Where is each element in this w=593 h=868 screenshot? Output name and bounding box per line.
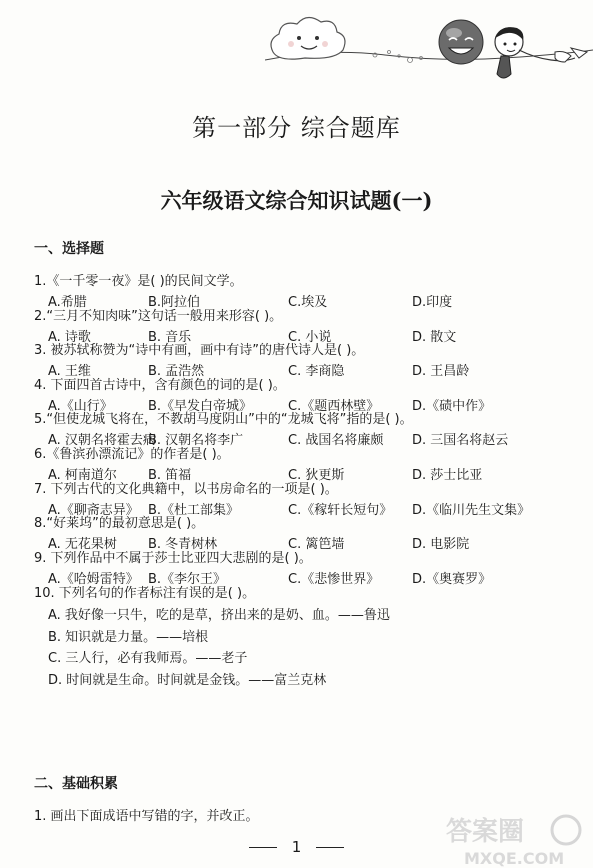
answer-option: B.阿拉伯 [148,295,201,310]
answer-option: A. 柯南道尔 [48,468,117,483]
answer-option: D. 时间就是生命。时间就是金钱。——富兰克林 [48,672,327,688]
answer-option: D.《临川先生文集》 [412,502,531,518]
answer-option: C.埃及 [288,295,328,310]
watermark-logo [440,810,590,868]
test-title: 六年级语文综合知识试题(一) [160,188,433,213]
question-text: 1.《一千零一夜》是( )的民间文学。 [34,274,243,289]
answer-option: D. 莎士比亚 [412,468,483,483]
answer-option: D. 散文 [412,329,457,345]
answer-option: C.《悲惨世界》 [288,571,380,587]
answer-option: C.《稼轩长短句》 [288,502,393,518]
answer-option: B.《李尔王》 [148,571,227,587]
answer-option: A.《哈姆雷特》 [48,571,139,587]
answer-option: B.《早发白帝城》 [148,398,253,414]
question-text: 3. 被苏轼称赞为“诗中有画，画中有诗”的唐代诗人是( )。 [34,343,365,359]
question-text: 6.《鲁滨孙漂流记》的作者是( )。 [34,447,230,462]
question-text: 4. 下面四首古诗中，含有颜色的词的是( )。 [34,377,286,393]
question-text: 10. 下列名句的作者标注有误的是( )。 [34,586,256,602]
cloud-face-icon [271,17,345,59]
part-title: 第一部分 综合题库 [192,114,401,142]
answer-option: A. 汉朝名将霍去病 [48,433,156,449]
answer-option: D.《碛中作》 [412,398,492,414]
question-text: 1. 画出下面成语中写错的字，并改正。 [34,809,259,824]
answer-option: C. 篱笆墙 [288,537,345,553]
answer-option: C. 小说 [288,329,332,345]
watermark-logo-text: 答案圈 [446,817,525,847]
question-text: 8.“好莱坞”的最初意思是( )。 [34,516,205,532]
answer-option: B. 孟浩然 [148,364,205,380]
answer-option: A. 诗歌 [48,329,91,345]
answer-option: B. 知识就是力量。——培根 [48,629,209,645]
question-text: 9. 下列作品中不属于莎士比亚四大悲剧的是( )。 [34,550,312,566]
answer-option: C. 狄更斯 [288,468,345,483]
page-number-rule [249,847,277,848]
answer-option: A. 我好像一只牛，吃的是草，挤出来的是奶、血。——鲁迅 [48,608,390,624]
answer-option: D. 电影院 [412,537,470,553]
question-text: 2.“三月不知肉味”这句话一般用来形容( )。 [34,308,283,324]
answer-option: C. 三人行，必有我师焉。——老子 [48,651,248,667]
cartoon-header-illustration [265,0,593,90]
answer-option: D. 三国名将赵云 [412,433,509,449]
answer-option: D.印度 [412,295,453,310]
answer-option: B. 笛福 [148,468,192,483]
section-heading-basics: 二、基础积累 [34,776,118,792]
answer-option: C.《题西林壁》 [288,398,380,414]
question-text: 7. 下列古代的文化典籍中，以书房命名的一项是( )。 [34,481,338,497]
answer-option: B. 冬青树林 [148,537,218,553]
answer-option: D.《奥赛罗》 [412,571,492,587]
answer-option: B. 汉朝名将李广 [148,433,244,449]
section-heading-choice: 一、选择题 [34,241,104,257]
answer-option: A. 王维 [48,364,91,380]
answer-option: A.希腊 [48,295,87,310]
answer-option: A.《聊斋志异》 [48,502,139,518]
answer-option: D. 王昌龄 [412,364,470,380]
answer-option: A. 无花果树 [48,537,117,553]
answer-option: C. 战国名将廉颇 [288,433,384,449]
answer-option: B. 音乐 [148,329,192,345]
page-number-value: 1 [291,838,302,856]
page-number-rule [316,847,344,848]
watermark-logo-url: MXQE.COM [464,849,565,868]
answer-option: C. 李商隐 [288,364,345,380]
answer-option: B.《杜工部集》 [148,502,240,518]
smiling-ball-icon [439,20,483,64]
answer-option: A.《山行》 [48,398,113,414]
question-text: 5.“但使龙城飞将在，不教胡马度阴山”中的“龙城飞将”指的是( )。 [34,412,413,428]
